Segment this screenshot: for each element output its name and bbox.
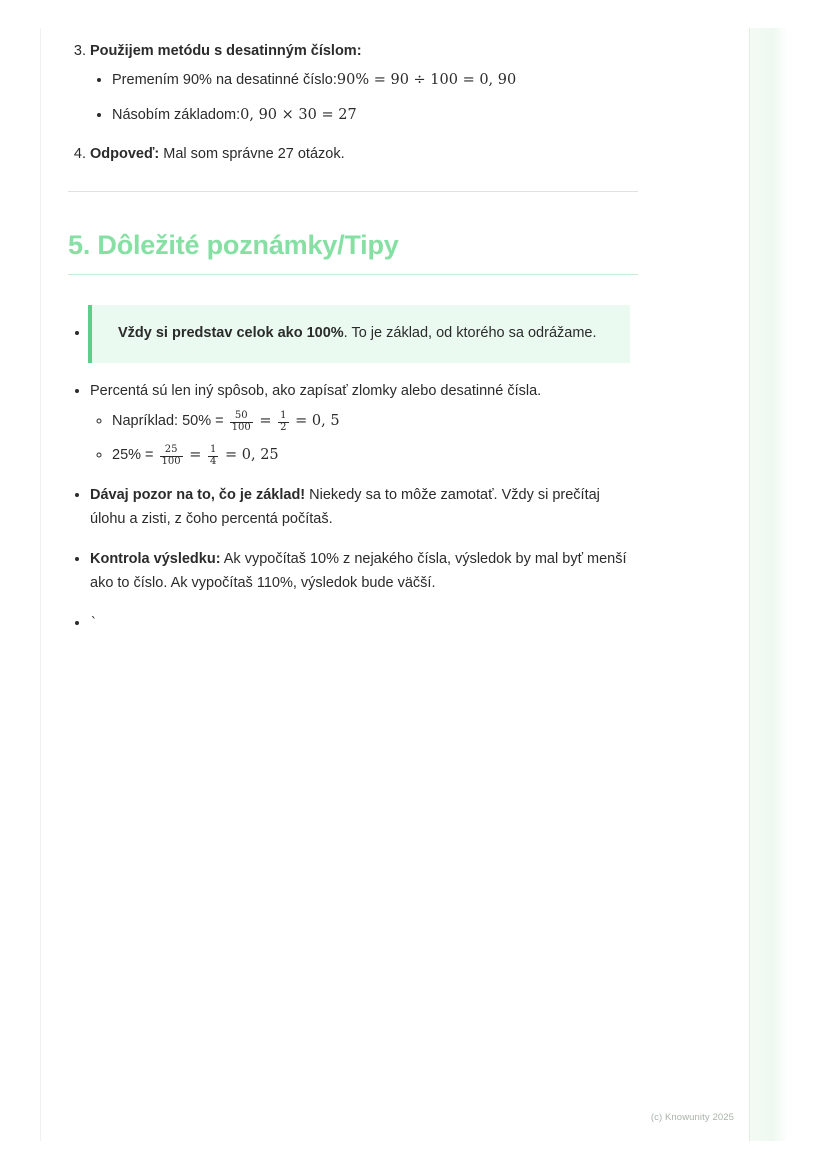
page-right-rule — [749, 28, 750, 1141]
step-3-substeps — [90, 70, 638, 127]
callout-bold-text: Vždy si predstav celok ako 100% — [118, 325, 344, 342]
tip-text: ` — [90, 616, 98, 632]
section-title-underline — [68, 274, 638, 275]
step-item-4 — [90, 143, 638, 165]
tip-text: Percentá sú len iný spôsob, ako zapísať zlomky alebo desatinné čísla. — [90, 382, 542, 399]
tip-item-check-result — [90, 548, 638, 595]
example-prefix: Napríklad: 50% = — [112, 413, 228, 430]
tip-item-callout — [90, 305, 638, 362]
substep-text: Násobím základom: — [112, 107, 241, 124]
tip-bold-text: Kontrola výsledku: — [90, 551, 221, 568]
callout-box — [88, 305, 630, 362]
step-4-label: Odpoveď: — [90, 145, 160, 162]
steps-list — [68, 40, 638, 165]
section-divider — [68, 191, 638, 192]
example-suffix: = 0, 25 — [220, 447, 279, 464]
example-prefix: 25% = — [112, 447, 158, 464]
fraction-1-2: $\frac{1}{2}$ — [280, 410, 287, 433]
fraction-25-100: $\frac{25}{100}$ — [161, 444, 181, 467]
page-title: 5. Dôležité poznámky/Tipy — [68, 230, 399, 261]
example-equals: = — [254, 413, 277, 430]
fraction-1-4: $\frac{1}{4}$ — [210, 444, 217, 467]
tip-bold-text: Dávaj pozor na to, čo je základ! — [90, 487, 306, 504]
substep-item — [112, 105, 638, 127]
callout-text: . To je základ, od ktorého sa odrážame. — [343, 325, 597, 342]
example-item — [112, 411, 638, 433]
example-item — [112, 445, 638, 467]
substep-text: Premením 90% na desatinné číslo: — [112, 72, 337, 89]
step-3-label: Použijem metódu s desatinným číslom: — [90, 43, 362, 59]
tip-text: Ak vypočítaš 10% z nejakého čísla, výsledok by mal byť menší ako to číslo. Ak vypočítaš 110%, výsledok bude väčší. — [90, 551, 627, 591]
substep-math: 0, 90 × 30 = 27 — [240, 107, 357, 124]
tip-item-empty — [90, 612, 638, 635]
step-4-text: Mal som správne 27 otázok. — [159, 145, 345, 162]
tip-item-base-warning — [90, 484, 638, 531]
footer-copyright: (c) Knowunity 2025 — [650, 1112, 734, 1123]
document-content — [68, 28, 638, 653]
tip-item-fractions — [90, 380, 638, 467]
substep-item — [112, 70, 638, 92]
fraction-50-100: $\frac{50}{100}$ — [231, 410, 251, 433]
page-right-tint-bar — [750, 28, 788, 1141]
step-item-3 — [90, 40, 638, 127]
example-equals: = — [184, 447, 207, 464]
tips-list — [68, 305, 638, 635]
tip-examples-list — [90, 411, 638, 467]
example-suffix: = 0, 5 — [290, 413, 340, 430]
tip-text: Niekedy sa to môže zamotať. Vždy si prečítaj úlohu a zisti, z čoho percentá počítaš. — [90, 487, 600, 527]
substep-math: 90% = 90 ÷ 100 = 0, 90 — [336, 72, 517, 89]
